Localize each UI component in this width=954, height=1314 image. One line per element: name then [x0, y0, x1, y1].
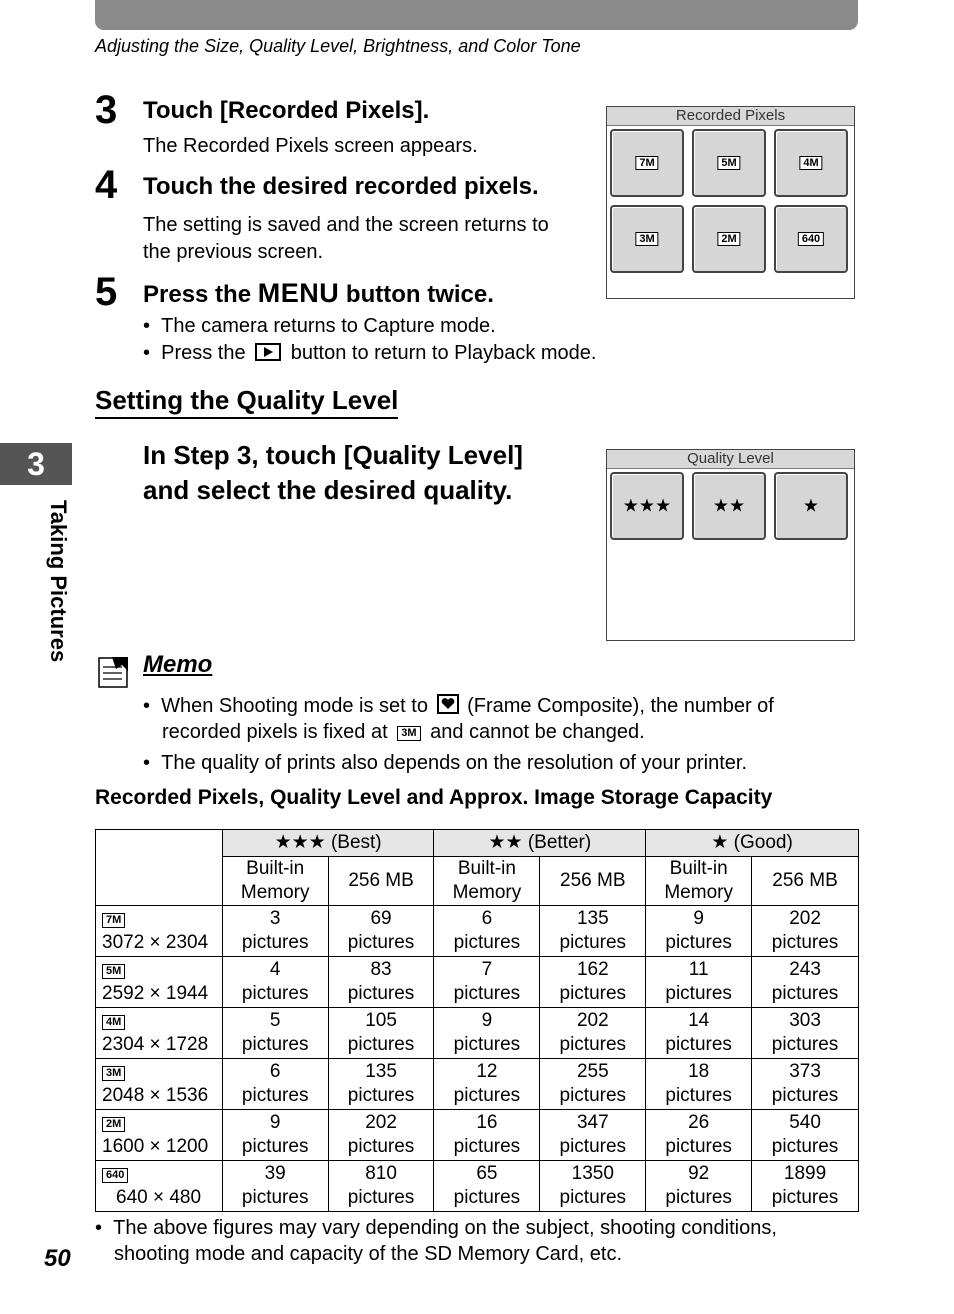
- cell-unit: pictures: [771, 1136, 839, 1157]
- page-subtitle: Adjusting the Size, Quality Level, Brightness, and Color Tone: [95, 36, 581, 56]
- table-row: [96, 1161, 859, 1212]
- step-5-number: 5: [95, 270, 118, 314]
- table-cell: [222, 1059, 328, 1110]
- table-cell: [540, 1110, 646, 1161]
- table-cell: [646, 1059, 752, 1110]
- table-cell: [222, 1161, 328, 1212]
- memo-bullet-1-line1: • When Shooting mode is set to (Frame Composite), the number of: [143, 695, 774, 717]
- frame-composite-icon: [437, 694, 459, 714]
- cell-unit: pictures: [771, 1187, 839, 1208]
- row-header: [96, 957, 223, 1008]
- chapter-label: [44, 500, 74, 700]
- footnote-line1: • The above figures may vary depending on the subject, shooting conditions,: [95, 1217, 777, 1239]
- table-cell: [540, 906, 646, 957]
- tile-2m[interactable]: [692, 205, 766, 273]
- row-header: [96, 1008, 223, 1059]
- chapter-number: 3: [0, 443, 72, 485]
- table-row: [96, 906, 859, 957]
- cell-value: 255: [576, 1061, 609, 1082]
- quality-step-line2: and select the desired quality.: [143, 475, 513, 505]
- table-cell: [222, 957, 328, 1008]
- cell-value: 202: [365, 1112, 397, 1133]
- cell-value: 9: [269, 1112, 281, 1133]
- table-cell: [328, 1059, 434, 1110]
- cell-value: 540: [789, 1112, 821, 1133]
- cell-value: 3: [269, 908, 281, 929]
- table-cell: [222, 1110, 328, 1161]
- resolution-icon: 4M: [102, 1015, 125, 1030]
- table-row: [96, 1008, 859, 1059]
- table-cell: [646, 957, 752, 1008]
- sub-header-1: [328, 857, 434, 906]
- cell-unit: pictures: [453, 1034, 521, 1055]
- cell-unit: pictures: [453, 1136, 521, 1157]
- table-cell: [752, 906, 859, 957]
- cell-value: 9: [481, 1010, 493, 1031]
- resolution-icon: 5M: [102, 964, 125, 979]
- menu-word: MENU: [257, 278, 340, 308]
- cell-unit: pictures: [559, 983, 627, 1004]
- quality-level-panel: [606, 449, 855, 641]
- 640-icon: 640: [798, 232, 824, 246]
- step-3-title: Touch [Recorded Pixels].: [143, 97, 430, 124]
- cell-unit: pictures: [453, 932, 521, 953]
- page-number: 50: [44, 1245, 71, 1272]
- table-cell: [222, 906, 328, 957]
- cell-value: 135: [576, 908, 609, 929]
- sub-header-4: [646, 857, 752, 906]
- cell-value: 373: [789, 1061, 821, 1082]
- resolution-text: 2592 × 1944: [102, 983, 209, 1004]
- header-bar: [95, 0, 858, 30]
- cell-unit: pictures: [453, 1085, 521, 1106]
- cell-value: 39: [264, 1163, 286, 1184]
- cell-unit: pictures: [241, 1187, 309, 1208]
- memo-bullet-1-line2: [162, 719, 645, 746]
- cell-unit: pictures: [559, 932, 627, 953]
- quality-level-panel-title: Quality Level: [607, 450, 854, 469]
- resolution-text: 2048 × 1536: [102, 1085, 209, 1106]
- sub-header-text: Memory: [240, 882, 310, 903]
- quality-header-best: ★★★ (Best): [222, 830, 434, 857]
- footnote-text: The above figures may vary depending on the subject, shooting conditions,: [113, 1217, 777, 1239]
- cell-value: 5: [269, 1010, 281, 1031]
- cell-unit: pictures: [559, 1136, 627, 1157]
- step-4-number: 4: [95, 163, 118, 207]
- cell-value: 16: [476, 1112, 498, 1133]
- tile-good[interactable]: [774, 472, 848, 540]
- step-5-bullet-1: • The camera returns to Capture mode.: [143, 315, 496, 337]
- cell-unit: pictures: [665, 1187, 732, 1208]
- cell-unit: pictures: [665, 1136, 732, 1157]
- row-header: [96, 1059, 223, 1110]
- resolution-icon: 3M: [102, 1066, 125, 1081]
- row-header: [96, 906, 223, 957]
- sub-header-text: Built-in: [669, 858, 728, 879]
- table-cell: [540, 1059, 646, 1110]
- resolution-text: 2304 × 1728: [102, 1034, 209, 1055]
- resolution-icon: 7M: [102, 913, 125, 928]
- sub-header-text: Built-in: [457, 858, 516, 879]
- sub-header-text: Memory: [664, 882, 733, 903]
- sub-header-3: [540, 857, 646, 906]
- cell-unit: pictures: [241, 983, 309, 1004]
- memo-icon: [98, 655, 130, 689]
- cell-value: 135: [365, 1061, 397, 1082]
- tile-4m[interactable]: [774, 129, 848, 197]
- table-cell: [752, 1059, 859, 1110]
- resolution-text: 1600 × 1200: [102, 1136, 209, 1157]
- sub-header-2: [434, 857, 540, 906]
- cell-unit: pictures: [665, 983, 732, 1004]
- memo-text: The quality of prints also depends on the resolution of your printer.: [161, 752, 748, 774]
- table-row: [96, 1059, 859, 1110]
- 7m-icon: 7M: [635, 156, 658, 170]
- memo-text: When Shooting mode is set to: [161, 695, 428, 717]
- memo-text: (Frame Composite), the number of: [467, 695, 774, 717]
- tile-best[interactable]: [610, 472, 684, 540]
- sub-header-text: 256 MB: [772, 870, 838, 891]
- bullet-text: button to return to Playback mode.: [290, 342, 597, 364]
- table-cell: [540, 1008, 646, 1059]
- step-5-title-pre: Press the: [143, 281, 258, 308]
- playback-icon: [255, 343, 281, 361]
- recorded-pixels-panel: [606, 106, 855, 299]
- cell-value: 347: [576, 1112, 609, 1133]
- cell-value: 303: [789, 1010, 821, 1031]
- cell-unit: pictures: [347, 1187, 415, 1208]
- cell-value: 69: [370, 908, 392, 929]
- three-star-icon: ★★★: [622, 495, 672, 516]
- capacity-table: [95, 829, 859, 1212]
- cell-unit: pictures: [241, 1034, 309, 1055]
- resolution-icon: 640: [102, 1168, 128, 1183]
- cell-value: 202: [576, 1010, 609, 1031]
- table-cell: [646, 1161, 752, 1212]
- table-cell: [328, 957, 434, 1008]
- table-cell: [328, 1110, 434, 1161]
- cell-value: 11: [688, 959, 709, 980]
- step-5-title: [143, 278, 494, 309]
- cell-unit: pictures: [241, 1085, 309, 1106]
- table-corner: [96, 830, 223, 906]
- cell-unit: pictures: [347, 932, 415, 953]
- tile-7m[interactable]: [610, 129, 684, 197]
- step-4-body-line2: the previous screen.: [143, 241, 324, 263]
- row-header: [96, 1110, 223, 1161]
- memo-bullet-2: • The quality of prints also depends on the resolution of your printer.: [143, 752, 748, 774]
- cell-unit: pictures: [559, 1085, 627, 1106]
- resolution-text: 640 × 480: [116, 1187, 202, 1208]
- cell-value: 105: [365, 1010, 397, 1031]
- cell-unit: pictures: [559, 1187, 627, 1208]
- cell-unit: pictures: [559, 1034, 627, 1055]
- sub-header-text: 256 MB: [560, 870, 626, 891]
- step-3-number: 3: [95, 88, 118, 132]
- cell-unit: pictures: [453, 983, 521, 1004]
- cell-value: 14: [688, 1010, 710, 1031]
- table-cell: [434, 957, 540, 1008]
- table-cell: [646, 1008, 752, 1059]
- cell-value: 6: [269, 1061, 281, 1082]
- sub-header-5: [752, 857, 859, 906]
- 3m-icon: 3M: [635, 232, 658, 246]
- two-star-icon: ★★: [712, 495, 746, 516]
- 2m-icon: 2M: [717, 232, 740, 246]
- quality-header-better: ★★ (Better): [434, 830, 646, 857]
- one-star-icon: ★: [802, 495, 820, 516]
- memo-text: and cannot be changed.: [430, 721, 645, 743]
- table-cell: [434, 1110, 540, 1161]
- sub-header-text: Built-in: [246, 858, 305, 879]
- table-cell: [328, 1008, 434, 1059]
- cell-value: 4: [269, 959, 281, 980]
- footnote-line2: shooting mode and capacity of the SD Memory Card, etc.: [114, 1243, 623, 1265]
- sub-header-0: [222, 857, 328, 906]
- table-cell: [328, 1161, 434, 1212]
- bullet-text: Press the: [161, 342, 246, 364]
- tile-better[interactable]: [692, 472, 766, 540]
- table-cell: [646, 906, 752, 957]
- cell-unit: pictures: [665, 1085, 732, 1106]
- 3m-icon: 3M: [397, 726, 420, 741]
- cell-value: 243: [789, 959, 821, 980]
- cell-unit: pictures: [241, 932, 309, 953]
- cell-unit: pictures: [771, 1034, 839, 1055]
- bullet-text: The camera returns to Capture mode.: [161, 315, 496, 337]
- memo-text: recorded pixels is fixed at: [162, 721, 388, 743]
- cell-value: 6: [481, 908, 493, 929]
- cell-value: 92: [688, 1163, 710, 1184]
- step-4-body-line1: The setting is saved and the screen returns to: [143, 214, 549, 236]
- table-cell: [752, 1161, 859, 1212]
- table-cell: [752, 1008, 859, 1059]
- table-cell: [222, 1008, 328, 1059]
- cell-value: 162: [576, 959, 609, 980]
- table-title: Recorded Pixels, Quality Level and Approx. Image Storage Capacity: [95, 786, 773, 809]
- cell-unit: pictures: [347, 1085, 415, 1106]
- quality-header-good: ★ (Good): [646, 830, 859, 857]
- cell-unit: pictures: [771, 1085, 839, 1106]
- cell-unit: pictures: [771, 932, 839, 953]
- table-cell: [752, 1110, 859, 1161]
- tile-640[interactable]: [774, 205, 848, 273]
- quality-step-line1: In Step 3, touch [Quality Level]: [143, 440, 523, 470]
- tile-3m[interactable]: [610, 205, 684, 273]
- step-5-title-post: button twice.: [339, 281, 494, 308]
- cell-value: 12: [476, 1061, 498, 1082]
- cell-unit: pictures: [241, 1136, 309, 1157]
- 5m-icon: 5M: [717, 156, 740, 170]
- cell-value: 7: [481, 959, 493, 980]
- resolution-icon: 2M: [102, 1117, 125, 1132]
- table-row: [96, 1110, 859, 1161]
- section-heading: Setting the Quality Level: [95, 385, 398, 419]
- cell-unit: pictures: [347, 983, 415, 1004]
- cell-unit: pictures: [347, 1034, 415, 1055]
- step-5-bullet-2: • Press the button to return to Playback mode.: [143, 342, 597, 364]
- cell-value: 1899: [783, 1163, 827, 1184]
- 4m-icon: 4M: [799, 156, 822, 170]
- cell-unit: pictures: [665, 932, 732, 953]
- cell-unit: pictures: [771, 983, 839, 1004]
- table-cell: [434, 906, 540, 957]
- tile-5m[interactable]: [692, 129, 766, 197]
- cell-value: 1350: [571, 1163, 614, 1184]
- table-row: [96, 957, 859, 1008]
- chapter-label-text: Taking Pictures: [46, 500, 71, 663]
- cell-value: 810: [365, 1163, 397, 1184]
- resolution-text: 3072 × 2304: [102, 932, 209, 953]
- table-cell: [540, 957, 646, 1008]
- step-4-title: Touch the desired recorded pixels.: [143, 173, 539, 200]
- table-cell: [752, 957, 859, 1008]
- cell-unit: pictures: [665, 1034, 732, 1055]
- cell-value: 18: [688, 1061, 710, 1082]
- table-cell: [540, 1161, 646, 1212]
- table-cell: [328, 906, 434, 957]
- recorded-pixels-panel-title: Recorded Pixels: [607, 107, 854, 126]
- cell-value: 9: [693, 908, 704, 929]
- cell-value: 65: [476, 1163, 498, 1184]
- sub-header-text: Memory: [452, 882, 522, 903]
- cell-value: 83: [370, 959, 392, 980]
- cell-unit: pictures: [347, 1136, 415, 1157]
- cell-value: 26: [688, 1112, 710, 1133]
- table-cell: [646, 1110, 752, 1161]
- table-cell: [434, 1059, 540, 1110]
- step-3-body: The Recorded Pixels screen appears.: [143, 135, 478, 157]
- cell-unit: pictures: [453, 1187, 521, 1208]
- cell-value: 202: [789, 908, 821, 929]
- sub-header-text: 256 MB: [348, 870, 414, 891]
- table-cell: [434, 1161, 540, 1212]
- table-cell: [434, 1008, 540, 1059]
- memo-title: Memo: [143, 651, 213, 678]
- row-header: [96, 1161, 223, 1212]
